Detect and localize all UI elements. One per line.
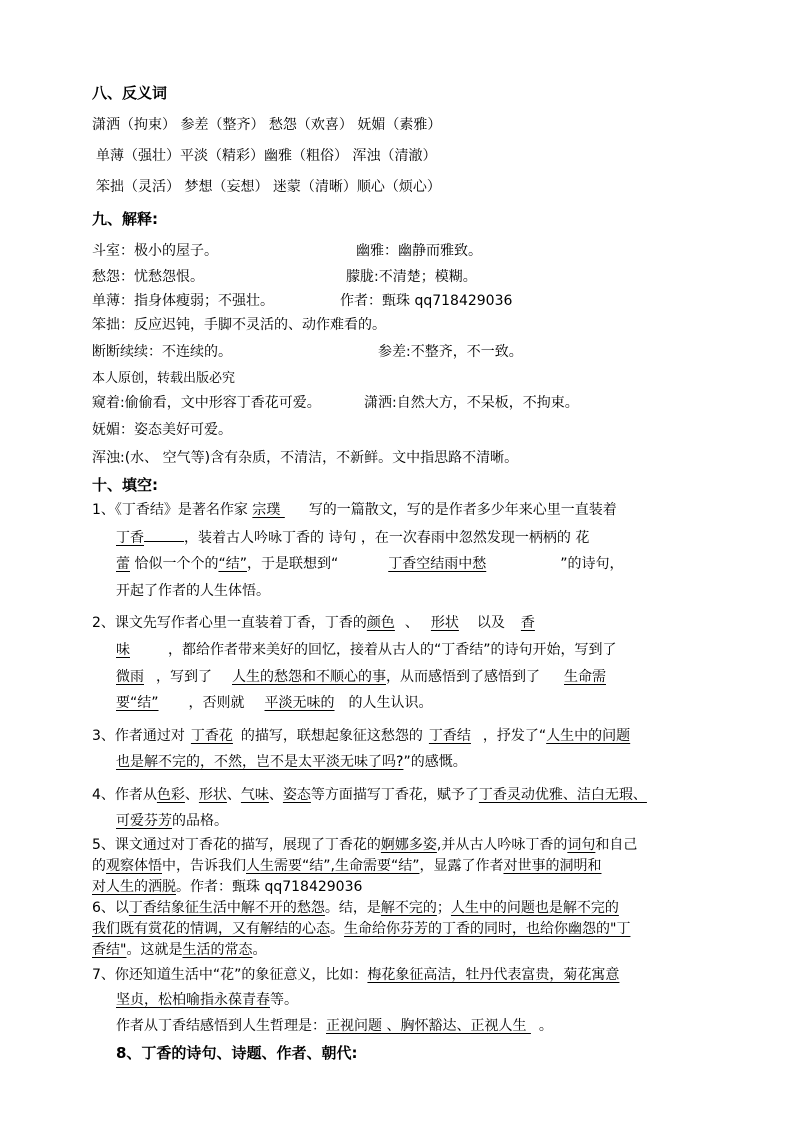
q5-answer: 对世事的洞明和 (503, 858, 602, 874)
copyright-note: 本人原创，转载出版必究 (92, 371, 236, 386)
q7-answer: 梅花象征高洁，牡丹代表富贵，菊花寓意 (367, 967, 620, 983)
question-8-heading: 8、丁香的诗句、诗题、作者、朝代: (116, 1044, 358, 1062)
q6-text: ； (436, 900, 451, 916)
q5-text: 的 (92, 858, 106, 874)
q6-answer: 我们既有赏花的情调，又有解结的心态 (92, 921, 330, 937)
definition: 朦胧:不清楚；模糊。 (346, 269, 477, 285)
question-1-line (116, 528, 589, 547)
q3-text: ”的感慨。 (403, 754, 467, 770)
q4-answer: 姿态 (282, 787, 311, 803)
question-5-line (92, 878, 362, 896)
q4-answer-quality: 丁香灵动优雅、洁白无瑕、 (478, 787, 647, 803)
q5-answer: 对人生的洒脱 (92, 879, 176, 895)
q2-answer-rain: 微雨 (116, 669, 144, 685)
q7-text: 等。 (270, 992, 298, 1008)
question-3-line (92, 727, 630, 745)
q1-text: ，于是联想到“ (246, 556, 339, 572)
q5-answer: 婀娜多姿 (380, 837, 437, 853)
question-7-line (116, 991, 298, 1009)
q4-answer-quality: 可爱芬芳 (116, 813, 172, 829)
q7-answer-philosophy: 正视问题 、胸怀豁达、正视人生 (326, 1018, 531, 1034)
q2-answer-life: 要“结” (116, 695, 159, 711)
q2-answer-life: 生命需 (564, 669, 606, 685)
q1-answer-bud: 蕾 (116, 556, 130, 572)
q7-text: 。 (538, 1018, 553, 1034)
q2-answer-scent: 味 (116, 642, 130, 658)
q6-text: 。 (252, 942, 267, 958)
q1-answer-poem: 丁香空结雨中愁 (388, 556, 487, 572)
antonym-row-1: 潇洒（拘束） 参差（整齐） 愁怨（欢喜） 妩媚（素雅） (92, 117, 442, 133)
definition: 窥着:偷偷看，文中形容丁香花可爱。 (92, 395, 321, 411)
q3-answer-flower: 丁香花 (190, 728, 233, 744)
section-9-heading: 九、解释: (92, 210, 158, 228)
q4-text: 等方面描写丁香花，赋予了 (310, 787, 479, 803)
question-2-line (116, 641, 617, 659)
q6-answer: 生命给你芬芳的丁香的同时，也给你幽怨的"丁 (344, 921, 631, 937)
q6-text: 。这就是 (126, 942, 183, 958)
question-7-line (92, 966, 619, 984)
question-5-line (92, 857, 601, 875)
question-2-line (116, 694, 433, 712)
q5-text: 中，告诉我们 (162, 858, 246, 874)
q7-text: 作者从丁香结感悟到人生哲理是： (116, 1018, 326, 1034)
question-6-line (92, 941, 266, 959)
q4-answer: 形状 (198, 787, 227, 803)
q6-text: 。结，是 (324, 900, 381, 916)
q5-text: 。作者：甄珠 qq718429036 (176, 879, 363, 895)
q1-text: ”的诗句， (560, 556, 624, 572)
q3-answer-knot: 丁香结 (428, 728, 471, 744)
q3-text: 3、作者通过对 (92, 728, 185, 744)
q5-text: ,并从古人吟咏丁香的 (436, 837, 568, 853)
question-5-line (92, 836, 637, 854)
definition: 单薄：指身体瘦弱；不强壮。 (92, 293, 274, 309)
q2-answer-bland: 平淡无味的 (264, 695, 335, 711)
q4-text: 、 (268, 787, 283, 803)
q4-text: 、 (184, 787, 199, 803)
q4-answer: 色彩 (156, 787, 185, 803)
q2-text: 、 (404, 615, 419, 631)
question-2-line (92, 614, 535, 632)
question-7-line (116, 1017, 553, 1035)
definition: 断断续续：不连续的。 (92, 344, 232, 360)
section-8-heading: 八、反义词 (92, 84, 168, 102)
question-1-line: 开起了作者的人生体悟。 (116, 583, 270, 599)
question-6-line (92, 899, 619, 917)
question-1-line (92, 501, 617, 519)
question-1-line (116, 555, 624, 573)
q3-answer-quote: 人生中的问题 (546, 728, 631, 744)
definition: 幽雅：幽静而雅致。 (356, 243, 482, 259)
question-4-line (116, 812, 228, 830)
q1-text: ，装着古人吟咏丁香的 诗句 ，在一次春雨中忽然发现一柄柄的 (184, 530, 576, 546)
q2-answer-scent: 香 (520, 615, 535, 631)
definition: 笨拙：反应迟钝，手脚不灵活的、动作难看的。 (92, 317, 386, 333)
definition: 愁怨：忧愁怨恨。 (92, 269, 204, 285)
q6-text: 。 (330, 921, 344, 937)
q5-text: 5、课文通过对丁香花的描写，展现了丁香花的 (92, 837, 381, 853)
definition: 斗室：极小的屋子。 (92, 243, 218, 259)
q6-answer: 生活的常态 (182, 942, 253, 958)
q2-text: ，都给作者带来美好的回忆，接着从古人的“丁香结”的诗句开始，写到了 (168, 642, 617, 658)
q7-answer: 坚贞，松柏喻指永葆青春 (116, 992, 270, 1008)
definition: 参差:不整齐，不一致。 (378, 344, 523, 360)
q5-text: 和自己 (595, 837, 638, 853)
q1-answer-bud: 花 (575, 530, 590, 546)
q3-answer-quote: 也是解不完的，不然，岂不是太平淡无味了吗? (116, 754, 404, 770)
q2-text: 2、课文先写作者心里一直装着丁香，丁香的 (92, 615, 367, 631)
q4-text: 的品格。 (172, 813, 228, 829)
q2-answer-color: 颜色 (366, 615, 395, 631)
question-2-line (116, 668, 606, 686)
question-3-line (116, 753, 467, 771)
q1-text: 写的一篇散文，写的是作者多少年来心里一直装着 (308, 502, 617, 518)
author-credit: 作者：甄珠 qq718429036 (340, 293, 513, 309)
q7-text: 7、你还知道生活中“花”的象征意义，比如： (92, 967, 368, 983)
question-4-line (92, 786, 647, 804)
q2-text: 的人生认识。 (348, 695, 433, 711)
q2-text: ，从而感悟到了感悟到了 (386, 669, 540, 685)
q1-answer-knot: “结” (218, 556, 247, 572)
q5-answer: 观察体悟 (106, 858, 162, 874)
definition: 潇洒:自然大方，不呆板，不拘束。 (364, 395, 579, 411)
q5-text: ，显露了作者 (419, 858, 504, 874)
q2-text: 以及 (476, 615, 505, 631)
q4-answer: 气味 (240, 787, 269, 803)
q6-answer: 人生中的问题也是解不完的 (450, 900, 619, 916)
antonym-row-2: 单薄（强壮）平淡（精彩）幽雅（粗俗） 浑浊（清澈） (96, 148, 437, 164)
q4-text: 、 (226, 787, 241, 803)
q4-text: 4、作者从 (92, 787, 157, 803)
q2-text: ，写到了 (156, 669, 212, 685)
q6-answer: 丁香结象征生活中解不开的愁怨 (128, 900, 325, 916)
q2-answer-shape: 形状 (430, 615, 459, 631)
definition: 浑浊:(水、 空气等)含有杂质，不清洁，不新鲜。文中指思路不清晰。 (92, 450, 519, 466)
q1-answer-author: 宗璞 (252, 502, 285, 518)
q6-answer: 香结" (92, 942, 127, 958)
q2-answer-sorrow: 人生的愁怨和不顺心的事 (232, 669, 386, 685)
question-6-line (92, 920, 630, 938)
q1-text: 1、《丁香结》是著名作家 (92, 502, 253, 518)
q5-answer: 词句 (567, 837, 596, 853)
q6-text: 6、以 (92, 900, 129, 916)
q6-answer: 解不完的 (380, 900, 437, 916)
q3-text: 的描写，联想起象征这愁怨的 (240, 728, 423, 744)
q1-text: 恰似一个个的 (130, 556, 219, 572)
section-10-heading: 十、填空: (92, 476, 158, 494)
q5-answer: 人生需要“结”,生命需要“结” (246, 858, 420, 874)
q2-text: ，否则就 (188, 695, 245, 711)
definition: 妩媚：姿态美好可爱。 (92, 422, 232, 438)
antonym-row-3: 笨拙（灵活） 梦想（妄想） 迷蒙（清晰）顺心（烦心） (96, 179, 441, 195)
q3-text: ，抒发了“ (482, 728, 547, 744)
q1-answer-object: 丁香 (116, 530, 144, 546)
